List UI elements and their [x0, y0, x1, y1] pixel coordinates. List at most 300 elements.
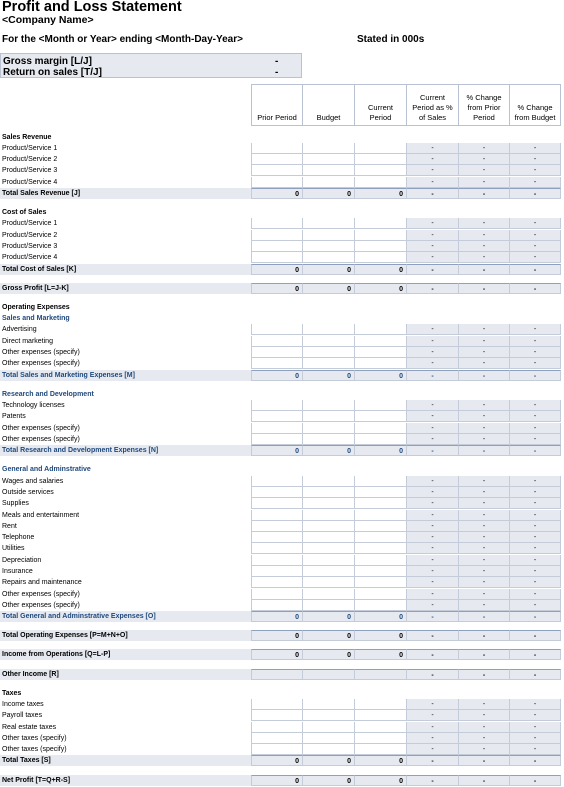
row-label: Product/Service 4 — [2, 178, 58, 186]
computed-cell: - — [509, 744, 561, 755]
table-row — [0, 411, 560, 422]
computed-cell: - — [458, 775, 509, 786]
input-cell[interactable]: 0 — [354, 611, 406, 622]
input-cell[interactable]: 0 — [354, 283, 406, 294]
input-cell[interactable] — [302, 358, 354, 369]
computed-cell: - — [458, 577, 509, 588]
input-cell[interactable]: 0 — [302, 630, 354, 641]
input-cell[interactable] — [354, 347, 406, 358]
input-cell[interactable] — [302, 669, 354, 680]
row-label: Insurance — [2, 568, 33, 575]
computed-cell: - — [458, 498, 509, 509]
computed-cell: - — [458, 218, 509, 229]
column-header-line: from Budget — [514, 113, 556, 122]
computed-cell: - — [509, 264, 561, 275]
table-row — [0, 434, 560, 445]
computed-cell: - — [509, 336, 561, 347]
row-label: Total Research and Development Expenses [N] — [2, 447, 159, 455]
computed-cell: - — [406, 510, 458, 521]
input-cell[interactable]: 0 — [354, 188, 406, 199]
computed-cell: - — [458, 722, 509, 733]
input-cell[interactable] — [302, 532, 354, 543]
computed-cell: - — [509, 252, 561, 263]
computed-cell: - — [458, 532, 509, 543]
computed-cell: - — [406, 423, 458, 434]
computed-cell: - — [509, 699, 561, 710]
input-cell[interactable] — [302, 241, 354, 252]
input-cell[interactable] — [354, 521, 406, 532]
input-cell[interactable] — [354, 532, 406, 543]
input-cell[interactable] — [251, 532, 302, 543]
computed-cell: - — [509, 423, 561, 434]
input-cell[interactable] — [251, 411, 302, 422]
computed-cell: - — [458, 336, 509, 347]
input-cell[interactable] — [354, 487, 406, 498]
input-cell[interactable] — [302, 434, 354, 445]
column-header — [458, 84, 509, 126]
input-cell[interactable] — [354, 154, 406, 165]
computed-cell: - — [458, 264, 509, 275]
computed-cell: - — [509, 532, 561, 543]
input-cell[interactable] — [302, 699, 354, 710]
computed-cell: - — [406, 358, 458, 369]
computed-cell: - — [509, 324, 561, 335]
input-cell[interactable] — [251, 143, 302, 154]
input-cell[interactable] — [354, 324, 406, 335]
return-on-sales-label: Return on sales [T/J] — [3, 67, 102, 78]
input-cell[interactable] — [251, 347, 302, 358]
computed-cell: - — [406, 154, 458, 165]
computed-cell: - — [509, 543, 561, 554]
total-row — [0, 283, 560, 294]
computed-cell: - — [509, 733, 561, 744]
input-cell[interactable] — [302, 498, 354, 509]
input-cell[interactable]: 0 — [251, 630, 302, 641]
table-row — [0, 532, 560, 543]
computed-cell: - — [458, 649, 509, 660]
input-cell[interactable] — [302, 252, 354, 263]
computed-cell: - — [458, 230, 509, 241]
table-row — [0, 555, 560, 566]
input-cell[interactable] — [251, 154, 302, 165]
input-cell[interactable] — [302, 423, 354, 434]
input-cell[interactable] — [354, 733, 406, 744]
table-row — [0, 589, 560, 600]
input-cell[interactable] — [302, 521, 354, 532]
computed-cell: - — [406, 177, 458, 188]
computed-cell: - — [458, 611, 509, 622]
computed-cell: - — [406, 347, 458, 358]
computed-cell: - — [509, 283, 561, 294]
input-cell[interactable]: 0 — [354, 264, 406, 275]
input-cell[interactable] — [302, 143, 354, 154]
computed-cell: - — [509, 589, 561, 600]
computed-cell: - — [458, 358, 509, 369]
input-cell[interactable] — [354, 423, 406, 434]
input-cell[interactable] — [251, 400, 302, 411]
input-cell[interactable] — [251, 487, 302, 498]
input-cell[interactable] — [354, 241, 406, 252]
computed-cell: - — [509, 510, 561, 521]
input-cell[interactable] — [354, 165, 406, 176]
computed-cell: - — [509, 669, 561, 680]
input-cell[interactable] — [354, 143, 406, 154]
table-row — [0, 423, 560, 434]
input-cell[interactable] — [302, 510, 354, 521]
section-heading — [0, 207, 560, 218]
computed-cell: - — [458, 744, 509, 755]
computed-cell: - — [406, 411, 458, 422]
input-cell[interactable] — [354, 722, 406, 733]
input-cell[interactable]: 0 — [251, 283, 302, 294]
column-header-line: from Prior — [467, 103, 501, 112]
input-cell[interactable] — [354, 555, 406, 566]
input-cell[interactable]: 0 — [354, 775, 406, 786]
computed-cell: - — [406, 487, 458, 498]
input-cell[interactable] — [251, 230, 302, 241]
input-cell[interactable] — [251, 733, 302, 744]
row-label: Gross Profit [L=J-K] — [2, 284, 69, 292]
input-cell[interactable] — [251, 555, 302, 566]
input-cell[interactable]: 0 — [251, 188, 302, 199]
table-row — [0, 710, 560, 721]
computed-cell: - — [458, 487, 509, 498]
computed-cell: - — [458, 423, 509, 434]
row-label: Other taxes (specify) — [2, 746, 67, 754]
total-row — [0, 611, 560, 622]
computed-cell: - — [458, 710, 509, 721]
computed-cell: - — [458, 252, 509, 263]
input-cell[interactable] — [302, 543, 354, 554]
computed-cell: - — [458, 188, 509, 199]
computed-cell: - — [509, 611, 561, 622]
input-cell[interactable] — [354, 699, 406, 710]
column-header-line: Budget — [316, 113, 341, 122]
input-cell[interactable] — [251, 252, 302, 263]
column-header — [509, 84, 561, 126]
computed-cell: - — [458, 589, 509, 600]
computed-cell: - — [458, 699, 509, 710]
input-cell[interactable] — [354, 744, 406, 755]
row-label: Sales Revenue — [2, 133, 52, 141]
row-label: Product/Service 1 — [2, 144, 58, 152]
input-cell[interactable] — [302, 347, 354, 358]
input-cell[interactable] — [354, 336, 406, 347]
computed-cell: - — [406, 589, 458, 600]
stated-units: Stated in 000s — [357, 34, 425, 45]
computed-cell: - — [458, 566, 509, 577]
computed-cell: - — [509, 722, 561, 733]
computed-cell: - — [458, 755, 509, 766]
computed-cell: - — [458, 555, 509, 566]
input-cell[interactable] — [354, 230, 406, 241]
input-cell[interactable] — [251, 577, 302, 588]
input-cell[interactable] — [354, 710, 406, 721]
row-label: Product/Service 2 — [2, 231, 58, 239]
computed-cell: - — [509, 577, 561, 588]
row-label: Other Income [R] — [2, 670, 59, 678]
input-cell[interactable] — [354, 577, 406, 588]
input-cell[interactable]: 0 — [251, 775, 302, 786]
input-cell[interactable]: 0 — [251, 445, 302, 456]
computed-cell: - — [458, 521, 509, 532]
table-row — [0, 358, 560, 369]
table-row — [0, 177, 560, 188]
summary-metrics-box — [0, 53, 302, 78]
row-label: Research and Development — [2, 390, 94, 398]
row-label: General and Adminstrative — [2, 466, 91, 474]
input-cell[interactable] — [354, 510, 406, 521]
table-row — [0, 487, 560, 498]
row-label: Income from Operations [Q=L-P] — [2, 651, 111, 659]
input-cell[interactable] — [251, 521, 302, 532]
computed-cell: - — [458, 630, 509, 641]
input-cell[interactable] — [354, 600, 406, 611]
input-cell[interactable] — [251, 423, 302, 434]
input-cell[interactable]: 0 — [302, 188, 354, 199]
computed-cell: - — [509, 487, 561, 498]
input-cell[interactable] — [302, 177, 354, 188]
computed-cell: - — [458, 411, 509, 422]
row-label: Rent — [2, 522, 17, 530]
input-cell[interactable] — [251, 744, 302, 755]
input-cell[interactable]: 0 — [251, 649, 302, 660]
row-label: Total Sales and Marketing Expenses [M] — [2, 371, 135, 379]
section-heading — [0, 132, 560, 143]
computed-cell: - — [406, 649, 458, 660]
column-header-line: Prior Period — [257, 113, 297, 122]
computed-cell: - — [406, 555, 458, 566]
computed-cell: - — [406, 543, 458, 554]
subsection-heading — [0, 389, 560, 400]
input-cell[interactable] — [251, 177, 302, 188]
input-cell[interactable] — [302, 566, 354, 577]
input-cell[interactable]: 0 — [354, 445, 406, 456]
input-cell[interactable] — [354, 411, 406, 422]
computed-cell: - — [509, 710, 561, 721]
computed-cell: - — [509, 370, 561, 381]
row-label: Real estate taxes — [2, 723, 57, 731]
computed-cell: - — [458, 165, 509, 176]
row-label: Other expenses (specify) — [2, 424, 80, 432]
input-cell[interactable] — [251, 434, 302, 445]
computed-cell: - — [509, 630, 561, 641]
input-cell[interactable] — [354, 543, 406, 554]
input-cell[interactable] — [251, 165, 302, 176]
input-cell[interactable] — [251, 669, 302, 680]
column-header — [406, 84, 458, 126]
computed-cell: - — [406, 434, 458, 445]
computed-cell: - — [406, 722, 458, 733]
computed-cell: - — [406, 264, 458, 275]
input-cell[interactable] — [251, 498, 302, 509]
input-cell[interactable] — [302, 400, 354, 411]
total-row — [0, 669, 560, 680]
table-row — [0, 476, 560, 487]
input-cell[interactable] — [302, 336, 354, 347]
total-row — [0, 188, 560, 199]
input-cell[interactable] — [302, 744, 354, 755]
input-cell[interactable] — [354, 434, 406, 445]
row-label: Technology licenses — [2, 402, 65, 409]
input-cell[interactable] — [251, 710, 302, 721]
computed-cell: - — [458, 510, 509, 521]
computed-cell: - — [406, 577, 458, 588]
input-cell[interactable] — [354, 566, 406, 577]
computed-cell: - — [406, 775, 458, 786]
column-header-line: Current — [419, 93, 445, 102]
section-heading — [0, 688, 560, 699]
row-label: Other expenses (specify) — [2, 601, 80, 609]
input-cell[interactable] — [302, 476, 354, 487]
computed-cell: - — [406, 755, 458, 766]
computed-cell: - — [509, 566, 561, 577]
input-cell[interactable] — [354, 498, 406, 509]
input-cell[interactable] — [302, 218, 354, 229]
gross-margin-value[interactable]: - — [275, 56, 279, 67]
computed-cell: - — [458, 400, 509, 411]
input-cell[interactable] — [251, 600, 302, 611]
input-cell[interactable] — [251, 241, 302, 252]
input-cell[interactable]: 0 — [302, 755, 354, 766]
table-row — [0, 336, 560, 347]
computed-cell: - — [406, 611, 458, 622]
row-label: Other expenses (specify) — [2, 360, 80, 368]
input-cell[interactable] — [354, 252, 406, 263]
input-cell[interactable] — [302, 600, 354, 611]
input-cell[interactable]: 0 — [251, 264, 302, 275]
table-row — [0, 252, 560, 263]
input-cell[interactable] — [302, 324, 354, 335]
column-header-line: % Change — [517, 103, 553, 112]
computed-cell: - — [509, 143, 561, 154]
input-cell[interactable] — [354, 218, 406, 229]
input-cell[interactable]: 0 — [354, 630, 406, 641]
input-cell[interactable] — [251, 589, 302, 600]
computed-cell: - — [509, 241, 561, 252]
row-label: Total Cost of Sales [K] — [2, 265, 77, 273]
column-header — [251, 84, 302, 126]
input-cell[interactable] — [302, 733, 354, 744]
row-label: Utilities — [2, 545, 25, 553]
row-label: Income taxes — [2, 700, 44, 708]
input-cell[interactable] — [251, 510, 302, 521]
input-cell[interactable] — [251, 722, 302, 733]
row-label: Repairs and maintenance — [2, 579, 82, 587]
row-label: Advertising — [2, 326, 37, 334]
input-cell[interactable] — [354, 589, 406, 600]
input-cell[interactable] — [251, 358, 302, 369]
input-cell[interactable] — [251, 218, 302, 229]
row-label: Net Profit [T=Q+R-S] — [2, 776, 71, 784]
total-row — [0, 445, 560, 456]
total-row — [0, 755, 560, 766]
computed-cell: - — [509, 755, 561, 766]
computed-cell: - — [458, 143, 509, 154]
computed-cell: - — [458, 543, 509, 554]
computed-cell: - — [406, 600, 458, 611]
return-on-sales-value[interactable]: - — [275, 67, 279, 78]
input-cell[interactable] — [302, 165, 354, 176]
row-label: Product/Service 3 — [2, 167, 58, 175]
input-cell[interactable] — [302, 589, 354, 600]
computed-cell: - — [406, 336, 458, 347]
computed-cell: - — [406, 521, 458, 532]
column-header-line: Current — [367, 103, 393, 112]
input-cell[interactable] — [302, 555, 354, 566]
input-cell[interactable] — [302, 411, 354, 422]
input-cell[interactable] — [251, 324, 302, 335]
input-cell[interactable] — [251, 336, 302, 347]
input-cell[interactable] — [302, 710, 354, 721]
input-cell[interactable]: 0 — [302, 283, 354, 294]
computed-cell: - — [458, 177, 509, 188]
input-cell[interactable]: 0 — [302, 445, 354, 456]
input-cell[interactable]: 0 — [302, 775, 354, 786]
input-cell[interactable]: 0 — [251, 611, 302, 622]
input-cell[interactable] — [251, 543, 302, 554]
input-cell[interactable]: 0 — [302, 649, 354, 660]
computed-cell: - — [406, 230, 458, 241]
computed-cell: - — [406, 630, 458, 641]
computed-cell: - — [406, 370, 458, 381]
input-cell[interactable] — [354, 358, 406, 369]
table-row — [0, 733, 560, 744]
input-cell[interactable]: 0 — [251, 755, 302, 766]
row-label: Cost of Sales — [2, 209, 47, 217]
input-cell[interactable]: 0 — [354, 649, 406, 660]
row-label: Other expenses (specify) — [2, 435, 80, 443]
input-cell[interactable]: 0 — [354, 370, 406, 381]
row-label: Depreciation — [2, 556, 42, 564]
input-cell[interactable] — [302, 230, 354, 241]
input-cell[interactable]: 0 — [302, 370, 354, 381]
input-cell[interactable] — [302, 154, 354, 165]
total-row — [0, 370, 560, 381]
row-label: Total Taxes [S] — [2, 757, 51, 765]
computed-cell: - — [509, 521, 561, 532]
input-cell[interactable] — [302, 577, 354, 588]
table-row — [0, 566, 560, 577]
input-cell[interactable]: 0 — [302, 264, 354, 275]
row-label: Total Sales Revenue [J] — [2, 190, 81, 197]
row-label: Meals and entertainment — [2, 511, 80, 519]
input-cell[interactable] — [251, 699, 302, 710]
table-row — [0, 230, 560, 241]
row-label: Total General and Adminstrative Expenses [O] — [2, 613, 156, 621]
section-heading — [0, 302, 560, 313]
table-row — [0, 699, 560, 710]
computed-cell: - — [509, 177, 561, 188]
computed-cell: - — [406, 744, 458, 755]
page-title: Profit and Loss Statement — [2, 0, 182, 15]
input-cell[interactable] — [251, 476, 302, 487]
computed-cell: - — [509, 649, 561, 660]
input-cell[interactable] — [354, 669, 406, 680]
input-cell[interactable] — [251, 566, 302, 577]
input-cell[interactable] — [354, 177, 406, 188]
row-label: Product/Service 2 — [2, 156, 58, 164]
column-header-line: % Change — [466, 93, 502, 102]
input-cell[interactable] — [354, 476, 406, 487]
row-label: Product/Service 3 — [2, 243, 58, 250]
input-cell[interactable]: 0 — [251, 370, 302, 381]
input-cell[interactable]: 0 — [302, 611, 354, 622]
input-cell[interactable] — [354, 400, 406, 411]
input-cell[interactable]: 0 — [354, 755, 406, 766]
input-cell[interactable] — [302, 487, 354, 498]
input-cell[interactable] — [302, 722, 354, 733]
